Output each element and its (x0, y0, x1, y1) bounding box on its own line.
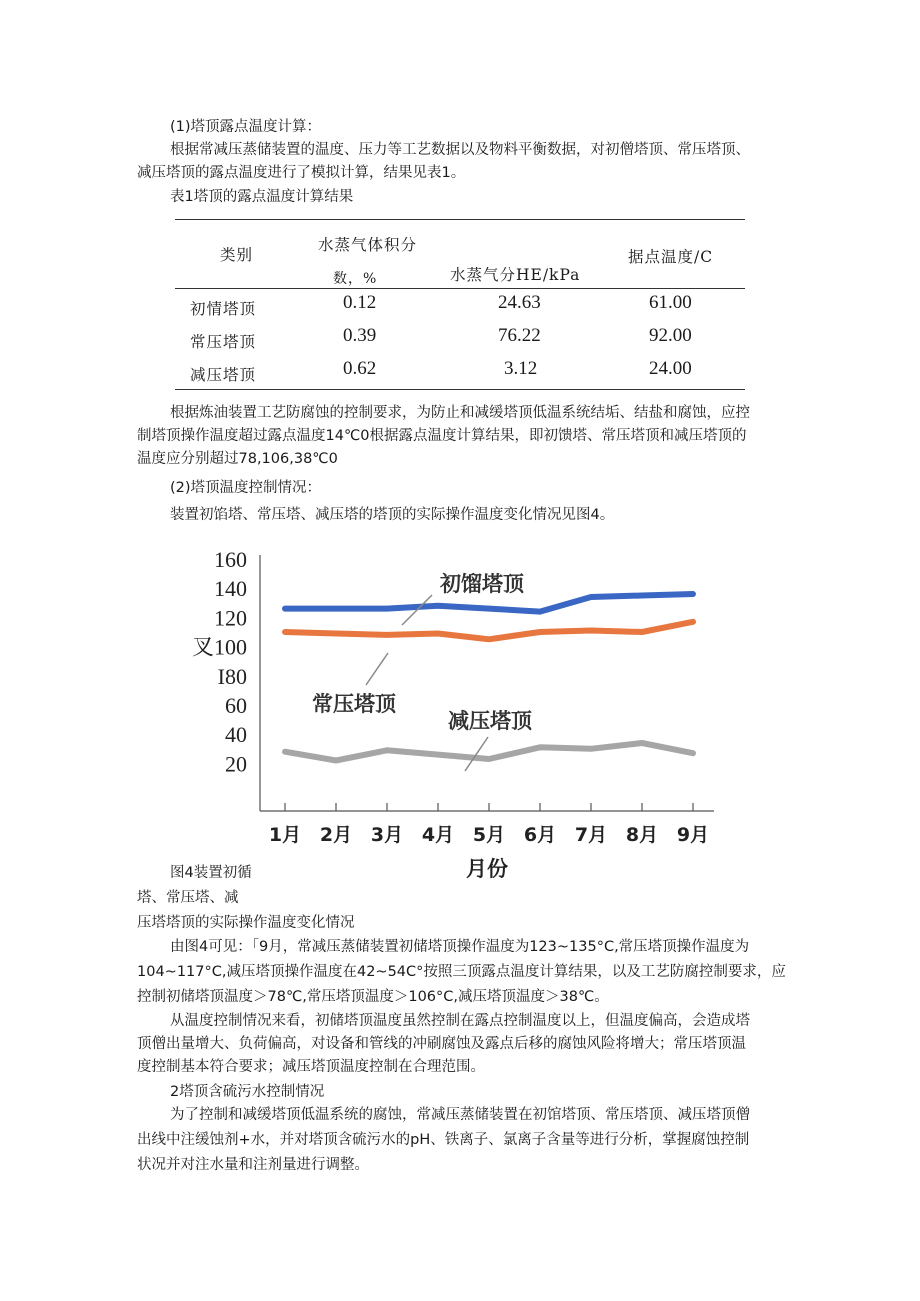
figure-caption-line-1: 图4装置初循 (170, 865, 252, 881)
table-caption: 表1塔顶的露点温度计算结果 (170, 189, 354, 205)
table-header-dew-point: 据点温度/C (628, 248, 714, 266)
paragraph-4-line-2: 104~117°C,减压塔顶操作温度在42~54C°按照三顶露点温度计算结果，以及工艺防腐控制要求，应 (137, 964, 786, 980)
y-tick-label: 60 (225, 693, 247, 718)
table-header-vapor-pressure-text: 水蒸气分HE/kPa (450, 266, 581, 284)
section-3-title: 2塔顶含硫污水控制情况 (170, 1084, 325, 1100)
x-tick-label: 9月 (676, 824, 710, 846)
x-axis-label: 月份 (466, 857, 508, 881)
paragraph-4-line-1: 由图4可见：「9月，常减压蒸储装置初储塔顶操作温度为123~135°C,常压塔顶操作温度为 (170, 939, 750, 955)
y-tick-label: 120 (214, 605, 247, 631)
y-tick-label: 20 (225, 751, 247, 777)
x-tick-label: 1月 (268, 824, 302, 846)
table-row-2-name: 常压塔顶 (190, 333, 257, 351)
y-axis-tick-labels (192, 547, 247, 776)
table-top-rule (175, 219, 745, 220)
series-label-leader (465, 737, 488, 771)
y-tick-label: 40 (225, 722, 247, 748)
x-tick-label: 8月 (625, 824, 659, 846)
table-header-vapor-fraction-unit: 数，% (333, 271, 378, 287)
series-line-2 (285, 622, 693, 640)
table-row-3-pressure: 3.12 (504, 358, 538, 379)
x-tick-label: 6月 (523, 824, 557, 846)
series-label: 初馏塔顶 (440, 572, 524, 596)
table-row-1-name: 初情塔顶 (190, 300, 257, 318)
paragraph-2-line-1: 根据炼油装置工艺防腐蚀的控制要求，为防止和减缓塔顶低温系统结垢、结盐和腐蚀，应控 (170, 405, 750, 421)
table-row-3-name: 减压塔顶 (190, 366, 257, 384)
table-header-vapor-fraction: 水蒸气体积分 (318, 236, 418, 254)
paragraph-1-line-2: 减压塔顶的露点温度进行了模拟计算，结果见表1。 (137, 165, 466, 181)
x-axis-ticks (269, 803, 709, 846)
table-row-2-dew-point: 92.00 (649, 325, 692, 346)
series-label-leader (366, 653, 388, 685)
table-header-vapor-pressure (450, 263, 580, 285)
paragraph-4-line-3: 控制初储塔顶温度＞78℃,常压塔顶温度＞106°C,减压塔顶温度＞38℃。 (137, 989, 609, 1005)
series-label: 常压塔顶 (312, 692, 396, 716)
paragraph-5-line-1: 从温度控制情况来看，初储塔顶温度虽然控制在露点控制温度以上，但温度偏高，会造成塔 (170, 1013, 750, 1029)
x-tick-label: 4月 (421, 824, 455, 846)
y-tick-label: 160 (214, 547, 247, 572)
x-tick-label: 2月 (319, 824, 353, 846)
x-tick-label: 5月 (472, 824, 506, 846)
x-tick-label: 3月 (370, 824, 404, 846)
series-label: 减压塔顶 (448, 709, 532, 733)
section-2-title: (2)塔顶温度控制情况： (170, 480, 322, 496)
figure-caption-line-3: 压塔塔顶的实际操作温度变化情况 (137, 915, 355, 931)
table-row-3-fraction: 0.62 (343, 358, 377, 379)
temperature-line-chart (170, 543, 730, 888)
paragraph-2-line-2: 制塔顶操作温度超过露点温度14℃0根据露点温度计算结果，即初馈塔、常压塔顶和减压塔顶的 (137, 428, 747, 444)
figure-caption-line-2: 塔、常压塔、减 (137, 890, 239, 906)
table-row-2-fraction: 0.39 (343, 325, 377, 346)
section-1-title: (1)塔顶露点温度计算： (170, 119, 322, 135)
paragraph-6-line-3: 状况并对注水量和注剂量进行调整。 (137, 1157, 369, 1173)
y-tick-label: 叉100 (191, 634, 247, 660)
paragraph-6-line-2: 出线中注缓蚀剂+水，并对塔顶含硫污水的pH、铁离子、氯离子含量等进行分析，掌握腐蚀控制 (137, 1132, 750, 1148)
table-bottom-rule (175, 389, 745, 390)
paragraph-5-line-2: 顶僧出量增大、负荷偏高，对设备和管线的冲刷腐蚀及露点后移的腐蚀风险将增大；常压塔顶温 (137, 1036, 746, 1052)
paragraph-3: 装置初馅塔、常压塔、减压塔的塔顶的实际操作温度变化情况见图4。 (170, 507, 615, 523)
y-tick-label: 140 (214, 576, 247, 602)
series-lines (285, 594, 693, 761)
y-tick-label: I80 (217, 663, 247, 689)
x-tick-label: 7月 (574, 824, 608, 846)
table-row-1-fraction: 0.12 (343, 292, 377, 313)
paragraph-5-line-3: 度控制基本符合要求；减压塔顶温度控制在合理范围。 (137, 1059, 485, 1075)
series-labels (312, 572, 533, 771)
table-row-3-dew-point: 24.00 (649, 358, 692, 379)
series-line-3 (285, 743, 693, 761)
table-header-category: 类别 (220, 246, 254, 264)
table-header-rule (175, 288, 745, 289)
series-line-1 (285, 594, 693, 612)
table-row-2-pressure: 76.22 (498, 325, 541, 346)
table-row-1-dew-point: 61.00 (649, 292, 692, 313)
paragraph-1-line-1: 根据常减压蒸储装置的温度、压力等工艺数据以及物料平衡数据，对初僧塔顶、常压塔顶、 (170, 142, 750, 158)
table-row-1-pressure: 24.63 (498, 292, 541, 313)
paragraph-2-line-3: 温度应分别超过78,106,38℃0 (137, 451, 338, 467)
paragraph-6-line-1: 为了控制和减缓塔顶低温系统的腐蚀，常减压蒸储装置在初馆塔顶、常压塔顶、减压塔顶僧 (170, 1107, 750, 1123)
